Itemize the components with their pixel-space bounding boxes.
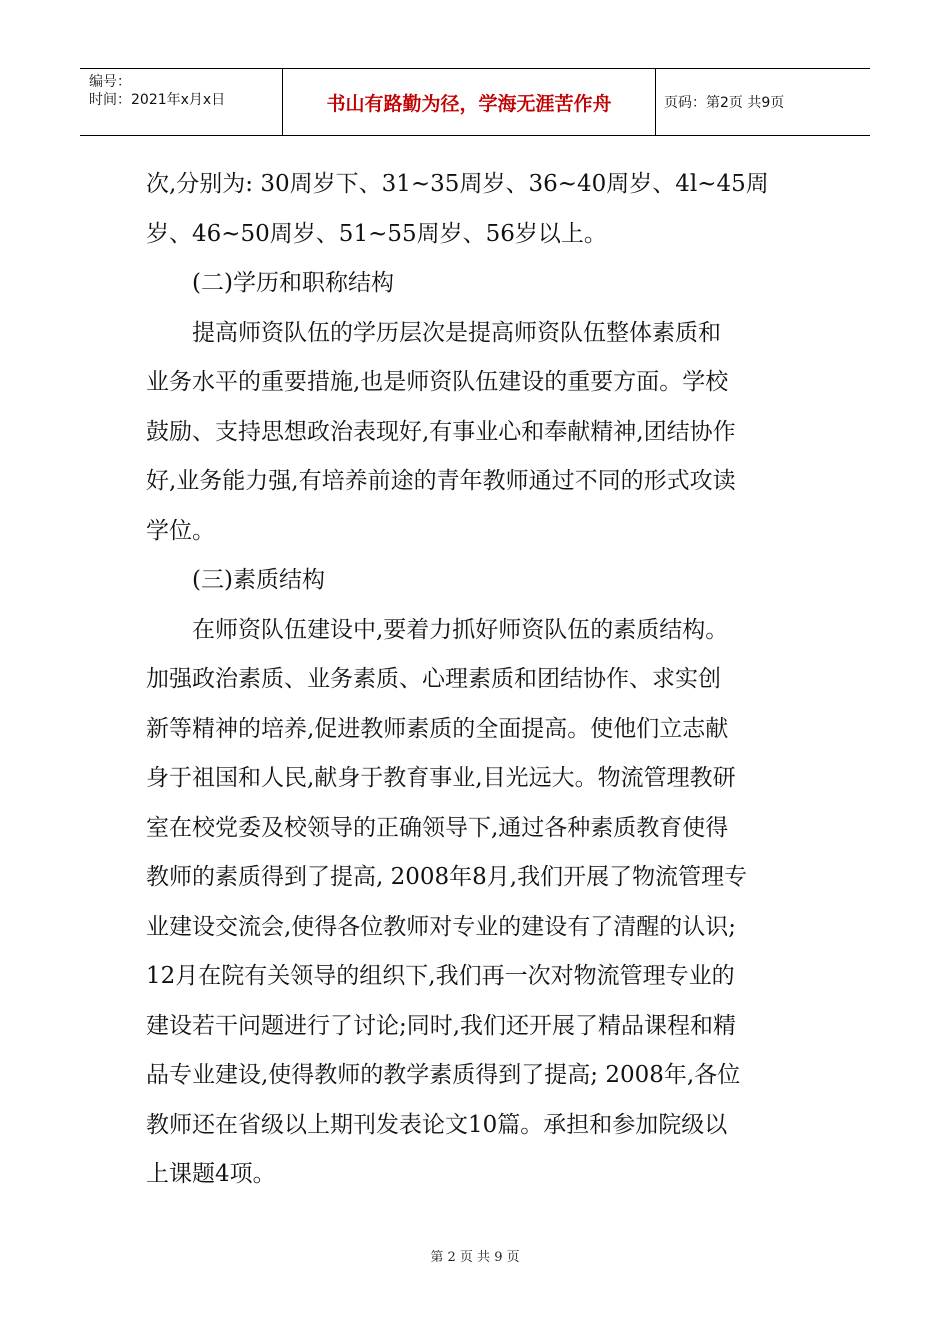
header-meta [80, 69, 283, 135]
body-line: 上课题4项。 [146, 1161, 276, 1187]
body-line: 12月在院有关领导的组织下,我们再一次对物流管理专业的 [146, 963, 735, 989]
body-line: 身于祖国和人民,献身于教育事业,目光远大。物流管理教研 [146, 765, 736, 791]
body-line: 业建设交流会,使得各位教师对专业的建设有了清醒的认识; [146, 913, 737, 940]
section-heading: (二)学历和职称结构 [192, 270, 394, 296]
body-line: 提高师资队伍的学历层次是提高师资队伍整体素质和 [192, 319, 721, 346]
body-line: 岁、46~50周岁、51~55周岁、56岁以上。 [146, 220, 607, 247]
body-line: 建设若干问题进行了讨论;同时,我们还开展了精品课程和精 [146, 1012, 737, 1039]
body-line: 教师的素质得到了提高, 2008年8月,我们开展了物流管理专 [146, 864, 748, 890]
body-line: 室在校党委及校领导的正确领导下,通过各种素质教育使得 [146, 814, 729, 841]
document-date-label: 时间：2021年x月x日 [89, 92, 226, 108]
body-line: 次,分别为: 30周岁下、31~35周岁、36~40周岁、4l~45周 [146, 171, 769, 197]
document-number-label: 编号： [89, 74, 131, 90]
body-line: 加强政治素质、业务素质、心理素质和团结协作、求实创 [146, 666, 721, 692]
body-line: 在师资队伍建设中,要着力抓好师资队伍的素质结构。 [192, 616, 729, 643]
document-header [80, 68, 870, 136]
body-line: 学位。 [146, 517, 215, 544]
page-footer: 第 2 页 共 9 页 [430, 1250, 520, 1265]
body-line: 好,业务能力强,有培养前途的青年教师通过不同的形式攻读 [146, 468, 736, 494]
section-heading: (三)素质结构 [192, 567, 325, 593]
header-motto: 书山有路勤为径，学海无涯苦作舟 [283, 69, 656, 135]
body-line: 业务水平的重要措施,也是师资队伍建设的重要方面。学校 [146, 369, 729, 395]
header-page-info: 页码：第2页 共9页 [664, 95, 785, 111]
body-line: 鼓励、支持思想政治表现好,有事业心和奉献精神,团结协作 [146, 418, 736, 445]
body-line: 新等精神的培养,促进教师素质的全面提高。使他们立志献 [146, 715, 729, 742]
document-body [146, 160, 810, 1200]
body-line: 品专业建设,使得教师的教学素质得到了提高; 2008年,各位 [146, 1062, 741, 1088]
body-line: 教师还在省级以上期刊发表论文10篇。承担和参加院级以 [146, 1111, 728, 1138]
